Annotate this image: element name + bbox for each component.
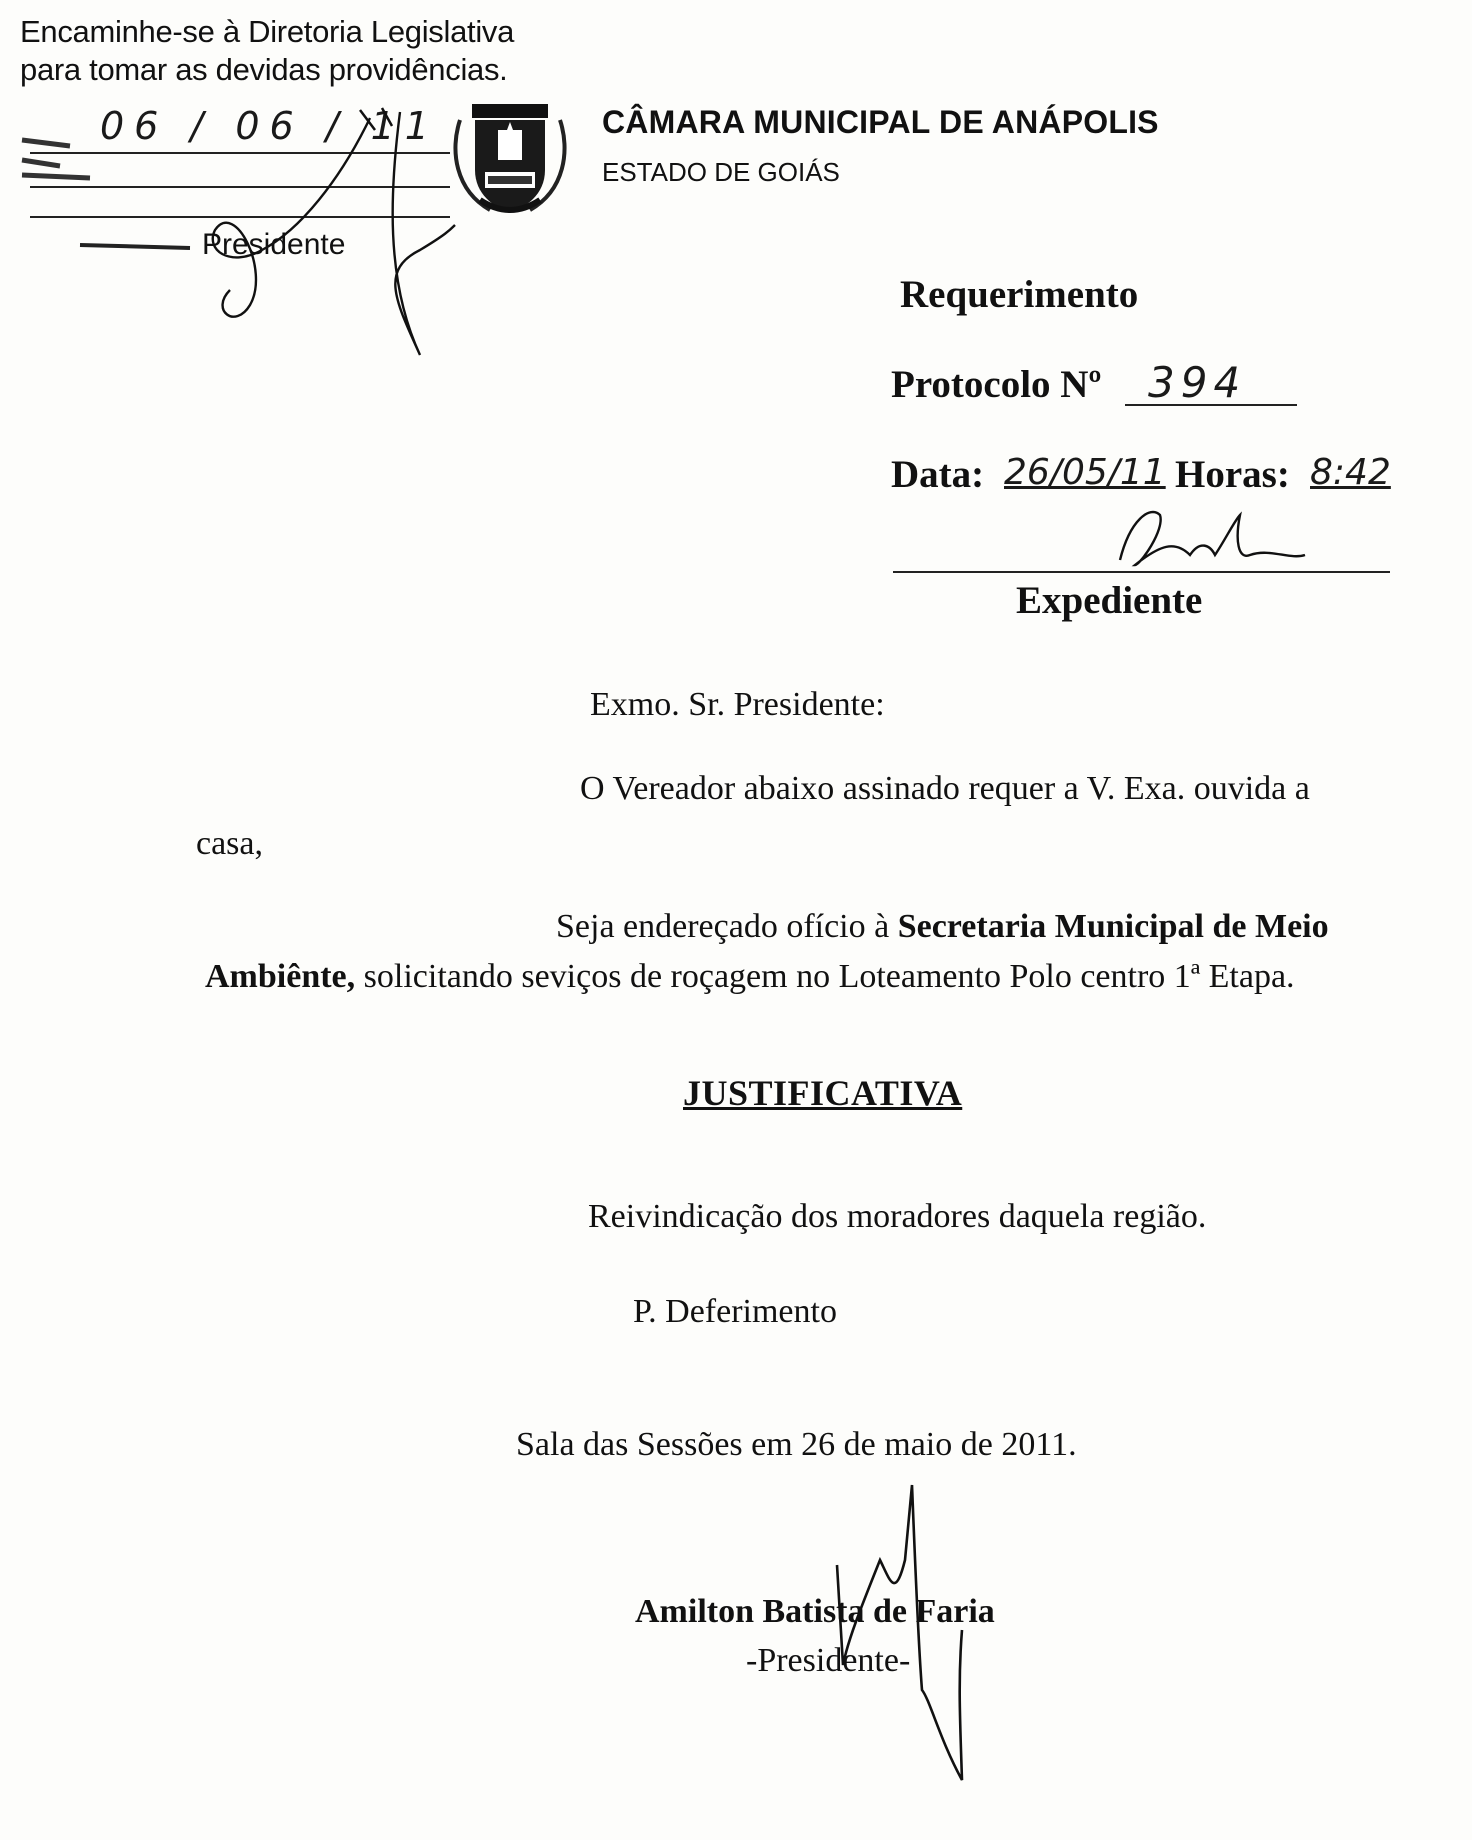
expediente-label: Expediente	[1016, 579, 1203, 622]
request-rest: solicitando seviços de roçagem no Loteamento Polo centro 1ª Etapa.	[363, 958, 1295, 995]
protocol-number: 394	[1148, 358, 1247, 407]
stamp-line-1: Encaminhe-se à Diretoria Legislativa	[20, 14, 515, 49]
request-bold-2: Ambiênte,	[205, 958, 356, 995]
date-value: 26/05/11	[1004, 452, 1166, 493]
justification-text: Reivindicação dos moradores daquela região.	[588, 1198, 1207, 1235]
protocol-label: Protocolo Nº	[891, 363, 1102, 406]
hours-label: Horas:	[1175, 453, 1290, 496]
signatory-title: -Presidente-	[746, 1642, 911, 1679]
intro-line-2: casa,	[196, 825, 264, 862]
intro-line-1: O Vereador abaixo assinado requer a V. Exa. ouvida a	[580, 770, 1310, 807]
institution-name: CÂMARA MUNICIPAL DE ANÁPOLIS	[602, 104, 1159, 140]
request-prefix: Seja endereçado ofício à	[556, 908, 890, 945]
closing-line: Sala das Sessões em 26 de maio de 2011.	[516, 1426, 1077, 1463]
stamp-signature-label: Presidente	[202, 228, 346, 261]
date-label: Data:	[891, 453, 985, 496]
request-bold-1: Secretaria Municipal de Meio	[897, 908, 1329, 945]
salutation: Exmo. Sr. Presidente:	[590, 686, 885, 723]
document-type: Requerimento	[900, 273, 1139, 316]
stamp-date: 06 / 06 / 11	[100, 104, 439, 148]
institution-state: ESTADO DE GOIÁS	[602, 157, 840, 187]
signatory-name: Amilton Batista de Faria	[635, 1593, 995, 1630]
deferimento: P. Deferimento	[633, 1293, 837, 1330]
hours-value: 8:42	[1310, 452, 1391, 493]
justification-title: JUSTIFICATIVA	[683, 1073, 963, 1113]
stamp-line-2: para tomar as devidas providências.	[20, 52, 508, 87]
